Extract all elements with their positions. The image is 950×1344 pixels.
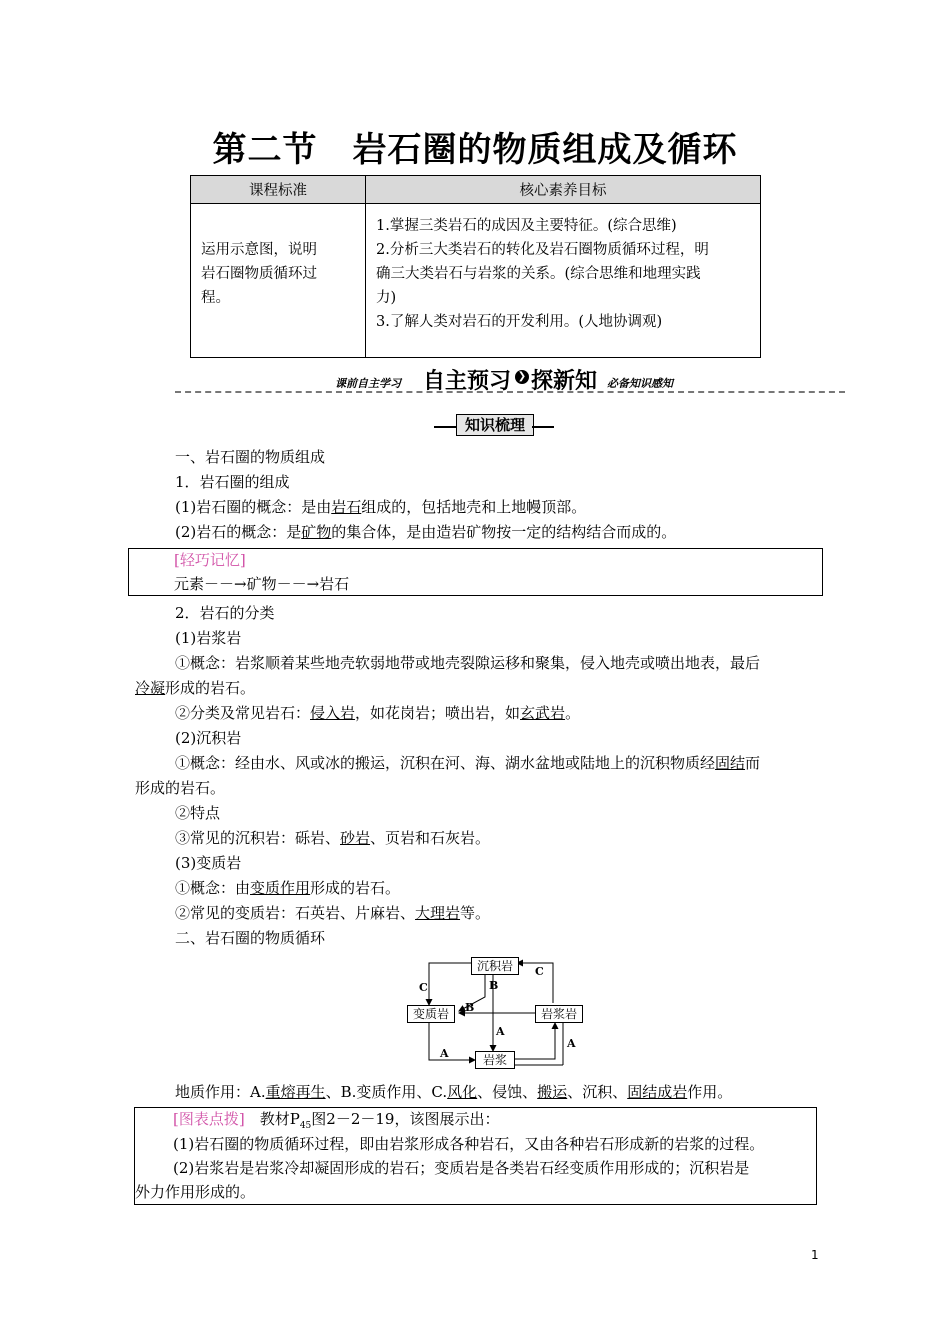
figure-note-p2-line2: 外力作用形成的。 [135, 1183, 256, 1201]
node-magma: 岩浆 [475, 1051, 515, 1069]
label-c-right: C [535, 965, 544, 978]
heading-lithosphere-composition: 1．岩石圈的组成 [175, 473, 290, 491]
header-core-goals: 核心素养目标 [366, 176, 761, 204]
banner-main-left: 自主预习 [423, 369, 512, 394]
igneous-concept-line1: ①概念：岩浆顺着某些地壳软弱地带或地壳裂隙运移和聚集，侵入地壳或喷出地表，最后 [175, 654, 761, 672]
sedimentary-concept-line2: 形成的岩石。 [135, 779, 226, 797]
sedimentary-features: ②特点 [175, 804, 221, 822]
banner-right-caption: 必备知识感知 [607, 377, 673, 390]
node-igneous: 岩浆岩 [535, 1005, 583, 1023]
badge-line-right [532, 426, 554, 428]
memory-tip-box [128, 548, 823, 596]
node-metamorphic: 变质岩 [407, 1005, 455, 1023]
page-number: 1 [811, 1248, 819, 1262]
banner-left-caption: 课前自主学习 [335, 377, 401, 390]
paragraph-rock-concept: (2)岩石的概念：是矿物的集合体，是由造岩矿物按一定的结构结合而成的。 [175, 523, 677, 541]
igneous-types: ②分类及常见岩石：侵入岩，如花岗岩；喷出岩，如玄武岩。 [175, 704, 581, 722]
figure-note-p2-line1: (2)岩浆岩是岩浆冷却凝固形成的岩石；变质岩是各类岩石经变质作用形成的；沉积岩是 [173, 1159, 750, 1177]
label-b-mid: B [465, 1001, 475, 1014]
standards-cell [191, 204, 366, 358]
heading-metamorphic: (3)变质岩 [175, 854, 242, 872]
geological-processes: 地质作用：A.重熔再生、B.变质作用、C.风化、侵蚀、搬运、沉积、固结成岩作用。 [175, 1083, 733, 1101]
goal-line: 2.分析三大类岩石的转化及岩石圈物质循环过程，明 [376, 242, 709, 258]
label-b-top: B [489, 979, 499, 992]
heading-sedimentary: (2)沉积岩 [175, 729, 242, 747]
knowledge-badge [434, 414, 554, 436]
badge-label: 知识梳理 [456, 414, 534, 436]
curriculum-standards-table [190, 175, 761, 358]
standards-line: 程。 [201, 290, 230, 306]
metamorphic-concept: ①概念：由变质作用形成的岩石。 [175, 879, 401, 897]
goal-line: 力) [376, 290, 397, 306]
goal-line: 3.了解人类对岩石的开发利用。(人地协调观) [376, 314, 663, 330]
heading-igneous: (1)岩浆岩 [175, 629, 242, 647]
igneous-concept-line2: 冷凝形成的岩石。 [135, 679, 256, 697]
figure-note-title: [图表点拨] 教材$P_{45}$图2－2－19，该图展示出： [173, 1110, 500, 1131]
chevron-right-icon: ❯ [515, 370, 529, 384]
goals-cell [366, 204, 761, 358]
banner-main-right: 探新知 [531, 369, 598, 394]
heading-rock-classification: 2．岩石的分类 [175, 604, 275, 622]
memory-tip-text: 元素－－→矿物－－→岩石 [174, 575, 350, 593]
sedimentary-examples: ③常见的沉积岩：砾岩、砂岩、页岩和石灰岩。 [175, 829, 491, 847]
goal-line: 确三大类岩石与岩浆的关系。(综合思维和地理实践 [376, 266, 701, 282]
rock-cycle-diagram [405, 955, 585, 1075]
heading-composition: 一、岩石圈的物质组成 [175, 448, 326, 466]
standards-line: 岩石圈物质循环过 [201, 266, 317, 282]
label-a-right: A [567, 1037, 576, 1050]
standards-line: 运用示意图，说明 [201, 242, 317, 258]
header-standards: 课程标准 [191, 176, 366, 204]
metamorphic-examples: ②常见的变质岩：石英岩、片麻岩、大理岩等。 [175, 904, 491, 922]
badge-line-left [434, 426, 456, 428]
label-a-bottom: A [440, 1047, 449, 1060]
label-c-left: C [419, 981, 428, 994]
paragraph-lithosphere-concept: (1)岩石圈的概念：是由岩石组成的，包括地壳和上地幔顶部。 [175, 498, 587, 516]
node-sedimentary: 沉积岩 [471, 957, 519, 975]
section-banner [175, 364, 845, 394]
goal-line: 1.掌握三类岩石的成因及主要特征。(综合思维) [376, 218, 677, 234]
page-title: 第二节 岩石圈的物质组成及循环 [212, 130, 738, 170]
heading-rock-cycle: 二、岩石圈的物质循环 [175, 929, 326, 947]
memory-tip-label: [轻巧记忆] [174, 551, 246, 569]
sedimentary-concept-line1: ①概念：经由水、风或冰的搬运，沉积在河、海、湖水盆地或陆地上的沉积物质经固结而 [175, 754, 761, 772]
figure-note-box [134, 1107, 817, 1205]
figure-note-p1: (1)岩石圈的物质循环过程，即由岩浆形成各种岩石，又由各种岩石形成新的岩浆的过程。 [173, 1135, 765, 1153]
label-a-mid: A [496, 1025, 505, 1038]
